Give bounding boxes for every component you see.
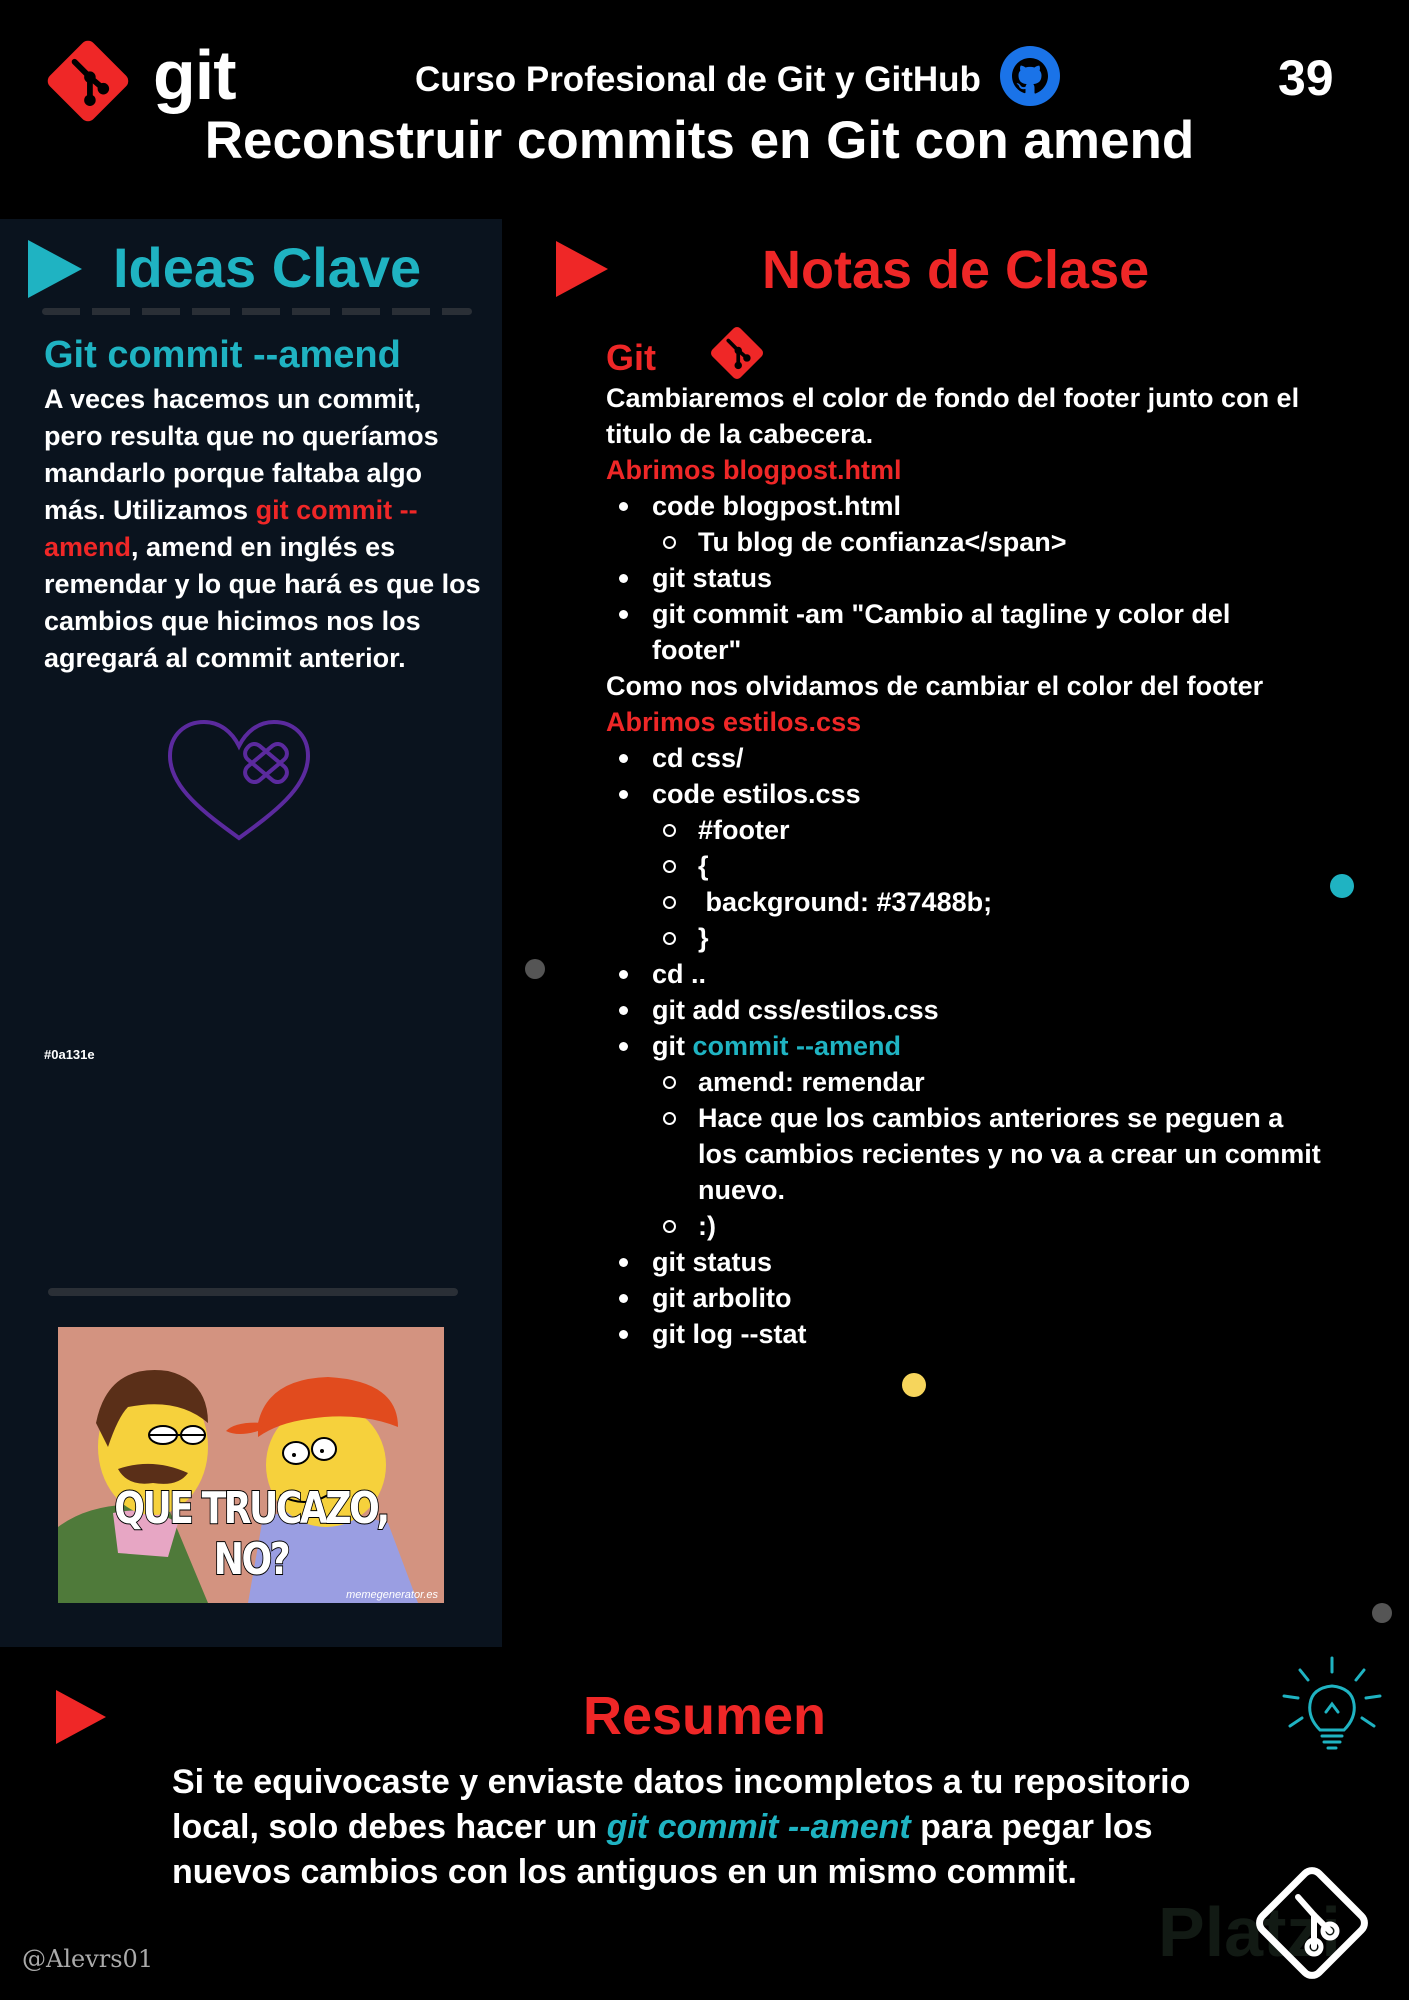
meme-credit: memegenerator.es: [346, 1589, 438, 1601]
list-item: Tu blog de confianza</span>: [606, 524, 1326, 560]
list-item: Hace que los cambios anteriores se peguen a los cambios recientes y no va a crear un commit nuevo.: [606, 1100, 1326, 1208]
list-item: }: [606, 920, 1326, 956]
notes-heading: Notas de Clase: [762, 240, 1150, 300]
list-item: cd css/: [606, 740, 1326, 776]
list-item: git status: [606, 1244, 1326, 1280]
list-item: git add css/estilos.css: [606, 992, 1326, 1028]
notes-intro: Cambiaremos el color de fondo del footer junto con el titulo de la cabecera.: [606, 383, 1300, 449]
list-item: amend: remendar: [606, 1064, 1326, 1100]
list-item: background: #37488b;: [606, 884, 1326, 920]
dashed-divider: [42, 308, 472, 315]
lightbulb-icon: [1280, 1652, 1384, 1756]
git-label: Git: [606, 337, 656, 378]
decorative-dot: [1330, 874, 1354, 898]
list-item: git log --stat: [606, 1316, 1326, 1352]
watermark: Platzi: [1158, 1893, 1341, 1971]
list-item: code blogpost.html: [606, 488, 1326, 524]
meme-caption: QUE TRUCAZO, NO?: [114, 1483, 388, 1585]
list-item: git arbolito: [606, 1280, 1326, 1316]
git-logo-icon: [706, 322, 768, 384]
amend-description: A veces hacemos un commit, pero resulta que no queríamos mandarlo porque faltaba algo más. Utilizamos git commit --amend, amend en inglés es remendar y lo que hará es que los cambios que hicimos nos los agregará al commit anterior.: [44, 384, 481, 673]
ideas-heading: Ideas Clave: [113, 236, 422, 299]
course-title: Curso Profesional de Git y GitHub: [415, 60, 981, 99]
class-notes: [606, 380, 1326, 1352]
github-icon: [998, 44, 1062, 108]
list-item: code estilos.css: [606, 776, 1326, 812]
mended-heart-icon: [166, 718, 312, 846]
notes-open-estilos: Abrimos estilos.css: [606, 707, 862, 737]
decorative-dot: [1372, 1603, 1392, 1623]
play-triangle-icon: [28, 240, 84, 298]
notes-open-blogpost: Abrimos blogpost.html: [606, 455, 902, 485]
divider: [48, 1288, 458, 1296]
list-item: cd ..: [606, 956, 1326, 992]
list-item: #footer: [606, 812, 1326, 848]
amend-subtitle: Git commit --amend: [44, 334, 401, 376]
platzi-logo-icon: [1244, 1855, 1380, 1991]
list-item: :): [606, 1208, 1326, 1244]
notes-forgot: Como nos olvidamos de cambiar el color del footer: [606, 671, 1264, 701]
hex-code-label: #0a131e: [44, 1047, 95, 1062]
logo-wordmark: git: [153, 36, 236, 114]
summary-text: Si te equivocaste y enviaste datos incompletos a tu repositorio local, solo debes hacer un git commit --ament para pegar los nuevos cambios con los antiguos en un mismo commit.: [172, 1763, 1191, 1891]
list-item: {: [606, 848, 1326, 884]
list-item: git commit -am "Cambio al tagline y color del footer": [606, 596, 1326, 668]
list-item: git commit --amend: [606, 1028, 1326, 1064]
meme-image: [58, 1327, 444, 1603]
list-item: git status: [606, 560, 1326, 596]
play-triangle-icon: [556, 241, 610, 297]
page-number: 39: [1278, 50, 1334, 106]
decorative-dot: [525, 959, 545, 979]
decorative-dot: [902, 1373, 926, 1397]
summary-heading: Resumen: [582, 1686, 827, 1746]
author-handle: @Alevrs01: [22, 1945, 154, 1973]
page-title: Reconstruir commits en Git con amend: [204, 111, 1195, 170]
